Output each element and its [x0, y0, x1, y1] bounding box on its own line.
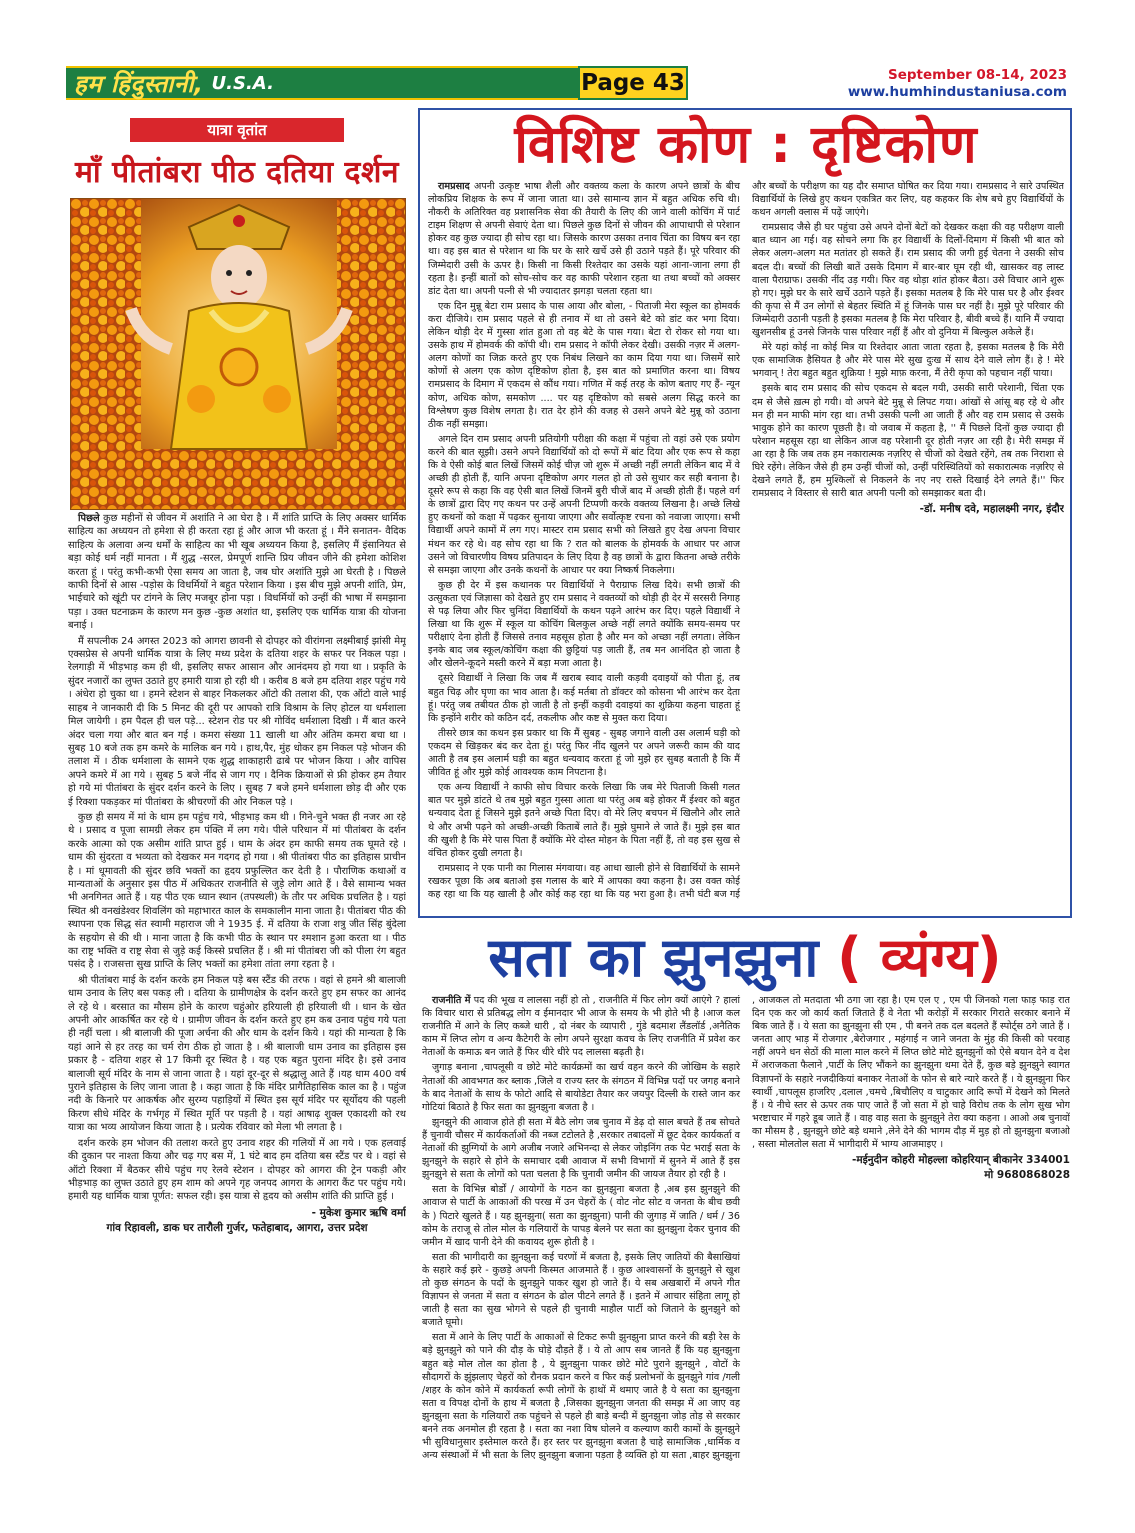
section-tag: यात्रा वृतांत — [130, 118, 344, 142]
goddess-pitambara-photo — [70, 198, 406, 510]
publication-name: हम हिंदुस्तानी, — [74, 69, 204, 98]
perspective-paragraph: रामप्रसाद जैसे ही घर पहुंचा उसे अपने दोनों बेटों को देखकर कक्षा की वह परीक्षण वाली बात ध्यान आ गई। वह सोचने लगा कि हर विद्यार्थी के दिलों-दिमाग में किसी भी बात को लेकर अलग-अलग मत मतांतर हो सकते हैं। राम प्रसाद की जगी हुई चेतना ने उसकी सोच बदल दी। बच्चों की लिखी बातें उसके दिमाग में बार-बार घूम रही थी, खासकर वह लास्ट वाला पैराग्राफ। उसकी नींद उड़ गयी। फिर वह थोड़ा शांत होकर बैठा। उसे विचार आने शुरू हो गए। मुझे घर के सारे खर्चे उठाने पड़ते हैं। इसका मतलब है कि मेरे पास घर है और ईश्वर की कृपा से मैं उन लोगों से बेहतर स्थिति में हूं जिनके पास घर नहीं है। मुझे पूरे परिवार की जिम्मेदारी उठानी पड़ती है इसका मतलब है कि मेरा परिवार है, बीवी बच्चे हैं। यानि मैं ज्यादा खुशनसीब हूं उनसे जिनके पास परिवार नहीं हैं और वो दुनिया में बिल्कुल अकेले हैं। — [752, 222, 1064, 339]
satire-paragraph: सता के विभिन्न बोर्डों / आयोगों के गठन का झुनझुना बजता है ,अब इस झुनझुने की आवाज से पार्टी के आकाओं की परख में उन चेहरों के ( वोट नोट सोट व जनता के बीच छवी के ) पिटारे खुलते हैं । यह झुनझुना( सता का झुनझुना) पानी की जुगाड़ में जाति / धर्म / 36 कोम के तराजू से तोल मोल के गलियारों के पापड़ बेलने पर सता का झुनझुना देकर चुनाव की जमीन में खाद पानी देने की कवायद शुरू होती है । — [422, 1184, 740, 1248]
perspective-paragraph: इसके बाद राम प्रसाद की सोच एकदम से बदल गयी, उसकी सारी परेशानी, चिंता एक दम से जैसे ख़त्म हो गयी। वो अपने बेटे मुन्नू से लिपट गया। आंखों से आंसू बह रहे थे और मन ही मन माफी मांग रहा था। तभी उसकी पत्नी आ जाती हैं और वह राम प्रसाद से उसके भावुक होने का कारण पूछती है। वो जवाब में कहता है, '' मैं पिछले दिनों कुछ ज्यादा ही परेशान महसूस रहा था लेकिन आज वह परेशानी दूर होती नज़र आ रही है। मेरी समझ में आ रहा है कि जब तक हम नकारात्मक नज़रिए से चीजों को देखते रहेंगे, तब तक निराशा से घिरे रहेंगे। लेकिन जैसे ही हम उन्हीं चीजों को, उन्हीं परिस्थितियों को सकारात्मक नज़रिए से देखने लगते हैं, हम मुश्किलों से निकलने के नए नए रास्ते दिखाई देने लगते हैं।'' फिर रामप्रसाद ने विस्तार से सारी बात अपनी पत्नी को समझाकर बता दी। — [752, 383, 1064, 500]
website-link[interactable]: www.humhindustaniusa.com — [847, 84, 1067, 100]
travelogue-author: - मुकेश कुमार ऋषि वर्मा — [311, 1206, 406, 1219]
perspective-lead-word: रामप्रसाद — [438, 181, 470, 192]
satire-paragraph: सता की भागीदारी का झुनझुना कई चरणों में बजता है, इसके लिए जातियों की बैसाखियां के सहारे कई झरे - कुछड़े अपनी किस्मत आजमाते हैं । कुछ आश्वासनों के झुनझुने से खुश तो कुछ संगठन के पदों के झुनझुने पाकर खुश हो जाते हैं। ये सब अखबारों में अपने गीत विज्ञापन से जनता में सता व संगठन के ढोल पीटने लगते हैं । इतने में आचार संहिता लागू हो जाती है सता का सुख भोगने से पहले ही चुनावी माहौल पार्टी को जिताने के झुनझुने को बजाते घूमो। — [422, 1251, 740, 1329]
perspective-paragraph: एक अन्य विद्यार्थी ने काफी सोच विचार करके लिखा कि जब मेरे पिताजी किसी गलत बात पर मुझे डांटते थे तब मुझे बहुत गुस्सा आता था परंतु अब बड़े होकर मैं ईश्वर को बहुत धन्यवाद देता हूं जिसने मुझे इतने अच्छे पिता दिए। वो मेरे लिए बचपन में खिलौने और लाते थे और अभी पढ़ने को अच्छी-अच्छी किताबें लाते हैं। मुझे घुमाने ले जाते हैं। मुझे इस बात की खुशी है कि मेरे पास पिता हैं क्योंकि मेरे दोस्त मोहन के पिता नहीं हैं, तो वह इस सुख से वंचित होकर दुखी लगता है। — [428, 782, 740, 859]
travelogue-paragraph: श्री पीतांबरा माई के दर्शन करके हम निकल पड़े बस स्टैंड की तरफ । वहां से हमने श्री बालाजी धाम उनाव के लिए बस पकड़ ली । दतिया के ग्रामीणक्षेत्र के दर्शन करते हुए हम सफर का आनंद ले रहे थे । बरसात का मौसम होने के कारण चहुंओर हरियाली ही हरियाली थी । धान के खेत अपनी ओर आकर्षित कर रहे थे । ग्रामीण जीवन के दर्शन करते हुए हम कब उनाव पहुंच गये पता ही नहीं चला । श्री बालाजी की पूजा अर्चना की और धाम के दर्शन किये । यहां की मान्यता है कि यहां आने से हर तरह का चर्म रोग ठीक हो जाता है । श्री बालाजी धाम उनाव का इतिहास इस प्रकार है - दतिया शहर से 17 किमी दूर स्थित है । यह एक बहुत पुराना मंदिर है। इसे उनाव बालाजी सूर्य मंदिर के नाम से जाना जाता है । यहां दूर-दूर से श्रद्धालु आते हैं ।यह धाम 400 वर्ष पुराने इतिहास के लिए जाना जाता है । कहा जाता है कि मंदिर प्रागैतिहासिक काल का है । पहुंज नदी के किनारे पर आकर्षक और सुरम्य पहाड़ियों में स्थित इस सूर्य मंदिर पर सूर्योदय की पहली किरण सीधे मंदिर के गर्भगृह में स्थित मूर्ति पर पड़ती है । यहां आषाढ़ शुक्ल एकादशी को रथ यात्रा का भव्य आयोजन किया जाता है । प्रत्येक रविवार को मेला भी लगता है । — [68, 974, 406, 1134]
page-number: Page 43 — [578, 66, 688, 100]
travelogue-lead-word: पिछले — [78, 513, 100, 524]
perspective-paragraph: अगले दिन राम प्रसाद अपनी प्रतियोगी परीक्षा की कक्षा में पहुंचा तो वहां उसे एक प्रयोग करने की बात सूझी। उसने अपने विद्यार्थियों को दो रूपों में बांट दिया और एक रूप से कहा कि वे ऐसी कोई बात लिखें जिसमें कोई चीज़ जो शुरू में अच्छी नहीं लगती लेकिन बाद में वे अच्छी ही होती हैं, यानि अपना दृष्टिकोण अगर गलत हो तो उसे सुधार कर सही बनाना है। दूसरे रूप से कहा कि वह ऐसी बात लिखें जिनमें बुरी चीजें बाद में अच्छी होती हैं। पहले वर्ग के छात्रों द्वारा दिए गए कथन पर उन्हें अपनी टिप्पणी करके वक्तव्य लिखना है। अच्छे लिखे हुए कथनों को कक्षा में पढ़कर सुनाया जाएगा और सर्वोत्कृष्ट रचना को नवाजा जाएगा। सभी विद्यार्थी अपने कामों में लग गए। मास्टर राम प्रसाद सभी को लिखते हुए देख अपना विचार मंथन कर रहे थे। वह सोच रहा था कि ? रात को बालक के होमवर्क के आधार पर आज उसने जो विचारणीय विषय प्रतिपादन के लिए दिया है वह छात्रों के द्वारा कितना अच्छे तरीके से समझा जाएगा और उनके कथनों के आधार पर क्या निष्कर्ष निकलेगा। — [428, 433, 740, 576]
perspective-paragraph: कुछ ही देर में इस कथानक पर विद्यार्थियों ने पैराग्राफ लिख दिये। सभी छात्रों की उत्सुकता एवं जिज्ञासा को देखते हुए राम प्रसाद ने वक्तव्यों को थोड़ी ही देर में सरसरी निगाह से पढ़ लिया और फिर चुनिंदा विद्यार्थियों के कथन पढ़ने आरंभ कर दिए। पहले विद्यार्थी ने लिखा था कि शुरू में स्कूल या कोचिंग बिलकुल अच्छे नहीं लगते क्योंकि समय-समय पर परीक्षाएं देना होती हैं जिससे तनाव महसूस होता है और मन को अच्छा नहीं लगता। लेकिन इनके बाद जब स्कूल/कोचिंग कक्षा की छुट्टियां पड़ जाती हैं, तब मन आनंदित हो जाता है और खेलने-कूदने मस्ती करने में बड़ा मजा आता है। — [428, 579, 740, 670]
travelogue-paragraph: मैं सपत्नीक 24 अगस्त 2023 को आगरा छावनी से दोपहर को वीरांगना लक्ष्मीबाई झांसी मेमू एक्सप्रेस से अपनी धार्मिक यात्रा के लिए मध्य प्रदेश के दतिया शहर के सफर पर निकल पड़ा । रेलगाड़ी में भीड़भाड़ कम ही थी, इसलिए सफर आसान और आनंदमय हो गया था । प्रकृति के सुंदर नजारों का लुफ्त उठाते हुए हमारी यात्रा हो रही थी । करीब 8 बजे हम दतिया शहर पहुंच गये । अंधेरा हो चुका था । हमने स्टेशन से बाहर निकलकर ऑटो की तलाश की, एक ऑटो वाले भाई साहब ने जानकारी दी कि 5 मिनट की दूरी पर आपको रात्रि विश्राम के लिए होटल या धर्मशाला मिल जायेगी । हम पैदल ही चल पड़े... स्टेशन रोड पर श्री गोविंद धर्मशाला दिखी । मैं बात करने अंदर चला गया और बात बन गई । कमरा संख्या 11 खाली था और अंतिम कमरा बचा था । सुबह 10 बजे तक हम कमरे के मालिक बन गये । हाथ,पैर, मुंह धोकर हम निकल पड़े भोजन की तलाश में । ठीक धर्मशाला के सामने एक शुद्ध शाकाहारी ढाबे पर भोजन किया । और वापिस अपने कमरे में आ गये । सुबह 5 बजे नींद से जाग गए । दैनिक क्रियाओं से फ्री होकर हम तैयार हो गये मां पीतांबरा के सुंदर दर्शन करने के लिए । सुबह 7 बजे हमने धर्मशाला छोड़ दी और एक ई रिक्शा पकड़कर मां पीतांबरा के श्रीचरणों की ओर निकल पड़े । — [68, 635, 406, 808]
perspective-body — [428, 180, 1064, 912]
travelogue-paragraph: कुछ ही समय में मां के धाम हम पहुंच गये, भीड़भाड़ कम थी । गिने-चुने भक्त ही नजर आ रहे थे । प्रसाद व पूजा सामग्री लेकर हम पंक्ति में लग गये। पीले परिधान में मां पीतांबरा के दर्शन करके आत्मा को एक असीम शांति प्राप्त हुई । धाम के अंदर हम काफी समय तक घूमते रहे । धाम की सुंदरता व भव्यता को देखकर मन गदगद हो गया । श्री पीतांबरा पीठ का इतिहास प्राचीन है । मां धूमावती की सुंदर छवि भक्तों का हृदय प्रफुल्लित कर देती है । पौराणिक कथाओं व मान्यताओं के अनुसार इस पीठ में अधिकतर राजनीति से जुड़े लोग आते हैं । वैसे सामान्य भक्त भी अनगिनत आते हैं । यह पीठ एक ध्यान स्थान (तपस्थली) के तौर पर अधिक प्रचलित है । यहां स्थित श्री वनखंडेश्वर शिवलिंग को महाभारत काल के समकालीन माना जाता है। पीतांबरा पीठ की स्थापना एक सिद्ध संत स्वामी महाराज जी ने 1935 ई. में दतिया के राजा शत्रु जीत सिंह बुंदेला के सहयोग से की थी । माना जाता है कि कभी पीठ के स्थान पर श्मशान हुआ करता था । पीठ का राष्ट्र भक्ति व राष्ट्र सेवा से जुड़े कई किस्से प्रचलित हैं । श्री मां पीतांबरा जी को पीला रंग बहुत पसंद है । राजसत्ता सुख प्राप्ति के लिए भक्तों का हमेशा तांता लगा रहता है । — [68, 811, 406, 971]
travelogue-body — [68, 512, 406, 1462]
perspective-paragraph: एक दिन मुन्नू बेटा राम प्रसाद के पास आया और बोला, - पिताजी मेरा स्कूल का होमवर्क करा दीजिये। राम प्रसाद पहले से ही तनाव में था तो उसने बेटे को डांट कर भगा दिया। लेकिन थोड़ी देर में गुस्सा शांत हुआ तो वह बेटे के पास गया। बेटा रो रोकर सो गया था। उसके हाथ में होमवर्क की कॉपी थी। राम प्रसाद ने कॉपी लेकर देखी। उसकी नज़र में अलग-अलग कोणों का जिक्र करते हुए एक निबंध लिखने का काम दिया गया था। जिसमें सारे कोणों से अलग एक कोण दृष्टिकोण होता है, इस बात को प्रमाणित करना था। विषय रामप्रसाद के दिमाग में एकदम से कौंध गया। गणित में कई तरह के कोण बताए गए हैं- न्यून कोण, अधिक कोण, समकोण .... पर यह दृष्टिकोण को सबसे अलग सिद्ध करने का विश्लेषण कुछ विशेष लगता है। रात देर होने की वजह से उसने अपने बेटे मुन्नू को उठाना ठीक नहीं समझा। — [428, 300, 740, 430]
satire-headline — [418, 924, 1072, 992]
issue-date: September 08-14, 2023 — [888, 67, 1067, 83]
publication-edition: U.S.A. — [211, 72, 274, 94]
travelogue-paragraph: कुछ महीनों से जीवन में अशांति ने आ घेरा है । मैं शांति प्राप्ति के लिए अक्सर धार्मिक साहित्य का अध्ययन तो हमेशा से ही करता रहा हूं और आज भी करता हूं । मैंने सनातन- वैदिक साहित्य के अलावा अन्य धर्मों के साहित्य का भी खूब अध्ययन किया है, इसलिए मैं इंसानियत से बड़ा कोई धर्म नहीं मानता । मैं शुद्ध -सरल, प्रेमपूर्ण शान्ति प्रिय जीवन जीने की हमेशा कोशिश करता हूं । परंतु कभी-कभी ऐसा समय आ जाता है, जब घोर अशांति मुझे आ घेरती है । पिछले काफी दिनों से आस -पड़ोस के विधर्मियों ने बहुत परेशान किया । इस बीच मुझे अपनी शांति, प्रेम, भाईचारे को खूंटी पर टांगने के लिए मजबूर होना पड़ा । विधर्मियों को उन्हीं की भाषा में समझाना पड़ा । उक्त घटनाक्रम के कारण मन कुछ -कुछ अशांत था, इसलिए एक धार्मिक यात्रा की योजना बनाई । — [68, 513, 406, 632]
travelogue-author-address: गांव रिहावली, डाक घर तारौली गुर्जर, फतेहाबाद, आगरा, उत्तर प्रदेश — [106, 1222, 368, 1235]
satire-paragraph: पद की भूख व लालसा नहीं हो तो , राजनीति में फिर लोग क्यों आएंगे ? हालां कि विचार धारा से प्रतिबद्ध लोग व ईमानदार भी आज के समय के भी होते भी है ।आज कल राजनीति में आने के लिए कब्जे धारी , दो नंबर के व्यापारी , गुंडे बदमाश लैंडलॉर्ड ,अनैतिक काम में लिप्त लोग व अन्य कैटेगरी के लोग अपने सुरक्षा कवच के लिए राजनीति में प्रवेश कर नेताओं के कमाऊ बन जाते हैं फिर धीरे धीरे पद लालसा बढ़ती है। — [422, 995, 740, 1059]
perspective-paragraph: तीसरे छात्र का कथन इस प्रकार था कि मैं सुबह - सुबह जगाने वाली उस अलार्म घड़ी को एकदम से खिड़कर बंद कर देता हूं। परंतु फिर नींद खुलने पर अपने जरूरी काम की याद आती है तब इस अलार्म घड़ी का बहुत धन्यवाद करता हूं जो मुझे हर सुबह बताती है कि मैं जीवित हूं और मुझे कोई आवश्यक काम निपटाना है। — [428, 727, 740, 779]
satire-paragraph: जुगाड़ बनाना ,चापलूसी व छोटे मोटे कार्यक्रमों का खर्च वहन करने की जोखिम के सहारे नेताओं की आवभगत कर ब्लाक ,जिले व राज्य स्तर के संगठन में विभिन्न पदों पर जगह बनाने के बाद नेताओं के साथ के फोटो आदि से बायोडेटा तैयार कर जयपुर दिल्ली के रास्ते जान कर गोटियां बिठाते है फिर सता का झुनझुना बजता है । — [422, 1062, 740, 1113]
satire-headline-main: सता का झुनझुना — [488, 926, 819, 989]
satire-body — [422, 994, 1070, 1472]
masthead-band — [66, 66, 578, 100]
satire-lead-word: राजनीति में — [432, 995, 471, 1006]
perspective-paragraph: रामप्रसाद ने एक पानी का गिलास मंगवाया। वह आधा खाली होने से विद्यार्थियों के सामने रखकर पूछा कि अब बताओ इस गलास के बारे में आपका क्या कहना है। उस वक्त कोई कह रहा था कि यह खाली है और कोई कह रहा था कि यह भरा हुआ है। तभी घंटी बज गई और बच्चों के परीक्षण का यह दौर समाप्त घोषित कर दिया गया। रामप्रसाद ने सारे उपस्थित विद्यार्थियों के लिखे हुए कथन एकत्रित कर लिए, यह कहकर कि शेष बचे हुए विद्यार्थियों के कथन अगली क्लास में पढ़ें जाएंगे। — [428, 181, 1064, 900]
perspective-paragraph: अपनी उत्कृष्ट भाषा शैली और वक्तव्य कला के कारण अपने छात्रों के बीच लोकप्रिय शिक्षक के रूप में जाना जाता था। उसे सामान्य ज्ञान में बहुत अधिक रुचि थी। नौकरी के अतिरिक्त वह प्रशासनिक सेवा की तैयारी के लिए की जाने वाली कोचिंग में पार्ट टाइम शिक्षण से अपनी सेवाएं देता था। पिछले कुछ दिनों से जीवन की आपाधापी से परेशान होकर वह कुछ ज्यादा ही सोच रहा था। जिसके कारण उसका तनाव चिंता का विषय बन रहा था। वह इस बात से परेशान था कि घर के सारे खर्चे उसे ही उठाने पड़ते हैं। पूरे परिवार की जिम्मेदारी उसी के ऊपर है। किसी ना किसी रिश्तेदार का उसके यहां आना-जाना लगा ही रहता है। इन्हीं बातों को सोच-सोच कर वह काफी परेशान रहता था तथा बच्चों को अक्सर डांट देता था। अपनी पत्नी से भी ज्यादातर झगड़ा चलता रहता था। — [428, 181, 740, 297]
travelogue-article — [66, 114, 408, 1470]
satire-paragraph: सता में आने के लिए पार्टी के आकाओं से टिकट रूपी झुनझुना प्राप्त करने की बड़ी रेस के बड़े झुनझुने को पाने की दौड़ के घोड़े दौड़ते हैं । ये तो आप सब जानते हैं कि यह झुनझुना बहुत बड़े मोल तोल का होता है , ये झुनझुना पाकर छोटे मोटे पुराने झुनझुने , वोटों के सौदागरों के झुंझलाए चेहरों को रौनक प्रदान करने व फिर कई प्रलोभनों के झुनझुने गांव /गली /शहर के कोन कोने में कार्यकर्ता रूपी लोगों के हाथों में थमाए जाते है ये सता का झुनझुना सता व विपक्ष दोनों के हाथ में बजता है ,जिसका झुनझुना जनता की समझ में आ जाए वह झुनझुना सता के गलियारों तक पहुंचने से पहले ही बाड़े बन्दी में झुनझुना जोड़ तोड़ से सरकार बनने तक अनमोल ही रहता है । सता का नशा विष घोलने व कल्याण कारी कामों के झुनझुने भी सुविधानुसार इस्तेमाल करते हैं। हर स्तर पर झुनझुना बजता है चाहे सामाजिक ,धार्मिक व अन्य संस्थाओं में भी सता के लिए झुनझुना बजाना पड़ता है व्यक्ति हो या सता ,बाहर झुनझुना , आजकल तो मतदाता भी ठगा जा रहा है। एम एल ए , एम पी जिनको गला फाड़ फाड़ रात दिन एक कर जो कार्य कर्ता जिताते हैं वे नेता भी करोड़ों में सरकार गिराते सरकार बनाने में बिक जाते हैं । ये सता का झुनझुना सी एम , पी बनने तक दल बदलते हैं स्पोर्ट्स ठगे जाते हैं ।जनता आए भाड़ में रोजगार ,बेरोजगार , महंगाई न जाने जनता के मुंह की किसी को परवाह नहीं अपने धन सेठों की माला माल करने में लिप्त छोटे मोटे झुनझुनों को ऐसे बयान देने व देश में अराजकता फैलाने ,पार्टी के लिए भौंकने का झुनझुना थमा देते हैं, कुछ बड़े झुनझुने स्वागत विज्ञापनों के सहारे नजदीकियां बनाकर नेताओं के फोन से बारे न्यारे करते हैं । ये झुनझुना फिर स्वार्थी ,चापलूस हाजरिए ,दलाल ,चमचे ,बिचौलिए व चाटुकार आदि रूपों में देखने को मिलते हैं । ये नीचे स्तर से ऊपर तक पाए जाते हैं जो सता में हो चाहे विरोध तक के लोग सुख भोग भरष्टाचार में गहरे डूब जाते हैं । वाह वाह सता के झुनझुने तेरा क्या कहना । आओ अब चुनावों का मौसम है , झुनझुने छोटे बड़े थमाने ,लेने देने की भागम दौड़ में मुड़ हो तो झुनझुना बजाओ , सस्ता मोलतोल सता में भागीदारी में भाग्य आजमाइए । — [422, 995, 1070, 1462]
perspective-paragraph: दूसरे विद्यार्थी ने लिखा कि जब मैं खराब स्वाद वाली कड़वी दवाइयों को पीता हूं, तब बहुत चिढ़ और घृणा का भाव आता है। कई मर्तबा तो डॉक्टर को कोसना भी आरंभ कर देता हूं। परंतु जब तबीयत ठीक हो जाती है तो इन्हीं कड़वी दवाइयां का शुक्रिया कहना चाहता हूं कि इन्होंने शरीर को कठिन दर्द, तकलीफ और कष्ट से मुक्त करा दिया। — [428, 673, 740, 724]
perspective-paragraph: मेरे यहां कोई ना कोई मित्र या रिश्तेदार आता जाता रहता है, इसका मतलब है कि मेरी एक सामाजिक हैसियत है और मेरे पास मेरे सुख दुःख में साथ देने वाले लोग हैं। हे ! मेरे भगवान्‌ ! तेरा बहुत बहुत शुक्रिया ! मुझे माफ़ करना, मैं तेरी कृपा को पहचान नहीं पाया। — [752, 342, 1064, 380]
perspective-article — [418, 108, 1072, 918]
perspective-headline: विशिष्ट कोण : दृष्टिकोण — [514, 115, 978, 175]
perspective-author: -डॉ. मनीष दवे, महालक्ष्मी नगर, इंदौर — [919, 503, 1064, 516]
satire-author-phone: मो 9680868028 — [984, 1169, 1070, 1182]
travelogue-paragraph: दर्शन करके हम भोजन की तलाश करते हुए उनाव शहर की गलियों में आ गये । एक हलवाई की दुकान पर नाश्ता किया और चढ़ गए बस में, 1 घंटे बाद हम दतिया बस स्टैंड पर थे । वहां से ऑटो रिक्शा में बैठकर सीधे पहुंच गए रेलवे स्टेशन । दोपहर को आगरा की ट्रेन पकड़ी और भीड़भाड़ का लुफ्त उठाते हुए हम शाम को अपने गृह जनपद आगरा के आगरा कैंट पर पहुंच गये। हमारी यह धार्मिक यात्रा पूर्णत: सफल रही। इस यात्रा से हृदय को असीम शांति की प्राप्ति हुई । — [68, 1137, 406, 1203]
satire-paragraph: झुनझुने की आवाज होते ही सता में बैठे लोग जब चुनाव में डेढ़ दो साल बचते हैं तब सोचते हैं चुनावी चौसर में कार्यकर्ताओं की नब्ज टटोलते है ,सरकार तबादलों में छूट देकर कार्यकर्ता व नेताओं की झुग्गियों के आगे अजीब नजारे अभिनन्दा से लेकर जोइनिंग तक पेट भराई सता के झुनझुने के सहारे से होने के समाचार दबी आवाज में सभी विभागों में सुनने में आते हैं इस झुनझुने से सता के लोगों को पता चलता है कि चुनावी जमीन की जायज तैयार हो रही है । — [422, 1116, 740, 1181]
travelogue-headline: माँ पीतांबरा पीठ दतिया दर्शन — [74, 155, 400, 190]
satire-author: -मईनुदीन कोहरी मोहल्ला कोहरियान् बीकानेर 334001 — [851, 1154, 1070, 1167]
satire-headline-genre: ( व्यंग्य) — [837, 926, 1002, 989]
